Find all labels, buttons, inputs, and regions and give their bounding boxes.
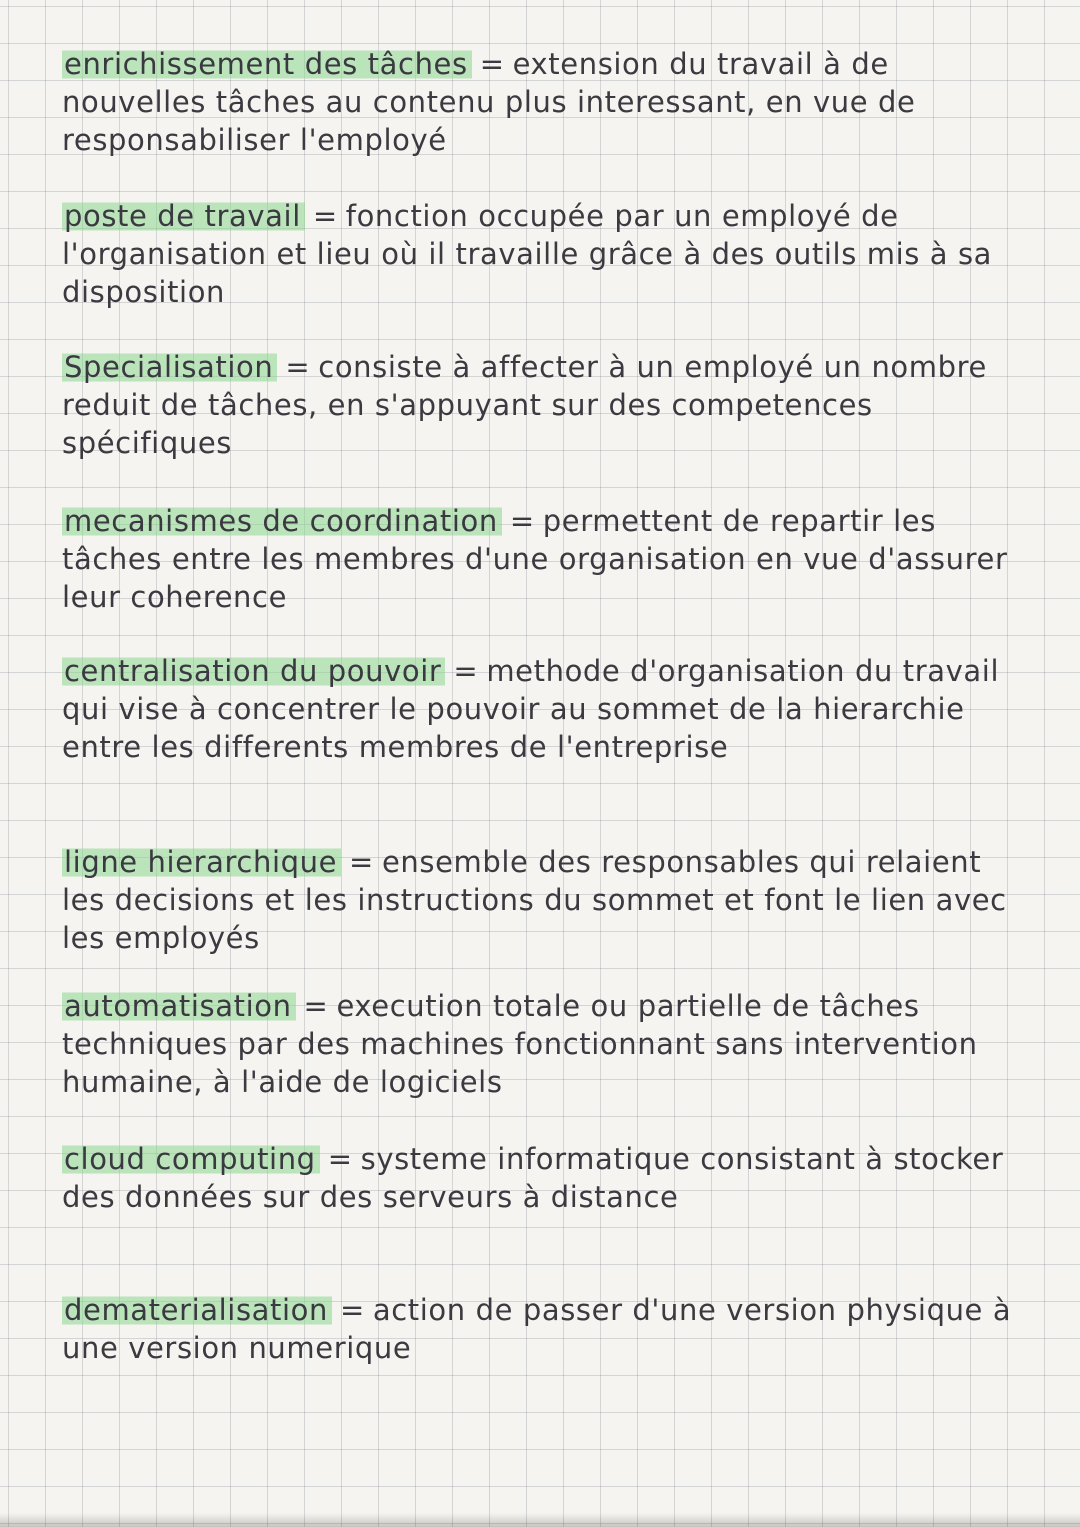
glossary-definition: consiste à affecter à un employé un nombre reduit de tâches, en s'appuyant sur des competences spécifiques [62, 350, 987, 460]
glossary-term: ligne hierarchique [62, 845, 341, 879]
glossary-entry [62, 1140, 1022, 1216]
glossary-term: mecanismes de coordination [62, 504, 502, 538]
glossary-definition: extension du travail à de nouvelles tâches au contenu plus interessant, en vue de responsabiliser l'employé [62, 47, 916, 157]
glossary-entry [62, 502, 1022, 616]
glossary-definition: permettent de repartir les tâches entre les membres d'une organisation en vue d'assurer leur coherence [62, 504, 1008, 614]
glossary-term: centralisation du pouvoir [62, 654, 445, 688]
glossary-entry [62, 1291, 1022, 1367]
separator: = [303, 989, 329, 1023]
glossary-term: poste de travail [62, 199, 305, 233]
glossary-entry [62, 843, 1022, 957]
separator: = [509, 504, 535, 538]
separator: = [339, 1293, 365, 1327]
glossary-entry [62, 348, 1022, 462]
separator: = [312, 199, 338, 233]
glossary-definition: methode d'organisation du travail qui vise à concentrer le pouvoir au sommet de la hierarchie entre les differents membres de l'entreprise [62, 654, 1000, 764]
separator: = [479, 47, 505, 81]
glossary-definition: systeme informatique consistant à stocker des données sur des serveurs à distance [62, 1142, 1004, 1214]
glossary-entry [62, 197, 1022, 311]
glossary-definition: action de passer d'une version physique à une version numerique [62, 1293, 1012, 1365]
separator: = [349, 845, 374, 879]
glossary-entry [62, 987, 1022, 1101]
separator: = [285, 350, 311, 384]
separator: = [327, 1142, 353, 1176]
glossary-term: enrichissement des tâches [62, 47, 472, 81]
glossary-term: automatisation [62, 989, 296, 1023]
glossary-term: cloud computing [62, 1142, 320, 1176]
glossary-definition: execution totale ou partielle de tâches techniques par des machines fonctionnant sans intervention humaine, à l'aide de logiciels [62, 989, 978, 1099]
separator: = [453, 654, 479, 688]
glossary-definition: ensemble des responsables qui relaient les decisions et les instructions du sommet et font le lien avec les employés [62, 845, 1007, 955]
glossary-definition: fonction occupée par un employé de l'organisation et lieu où il travaille grâce à des outils mis à sa disposition [62, 199, 993, 309]
glossary-term: dematerialisation [62, 1293, 332, 1327]
glossary-entry [62, 45, 1022, 159]
glossary-term: Specialisation [62, 350, 277, 384]
glossary-entry [62, 652, 1022, 766]
